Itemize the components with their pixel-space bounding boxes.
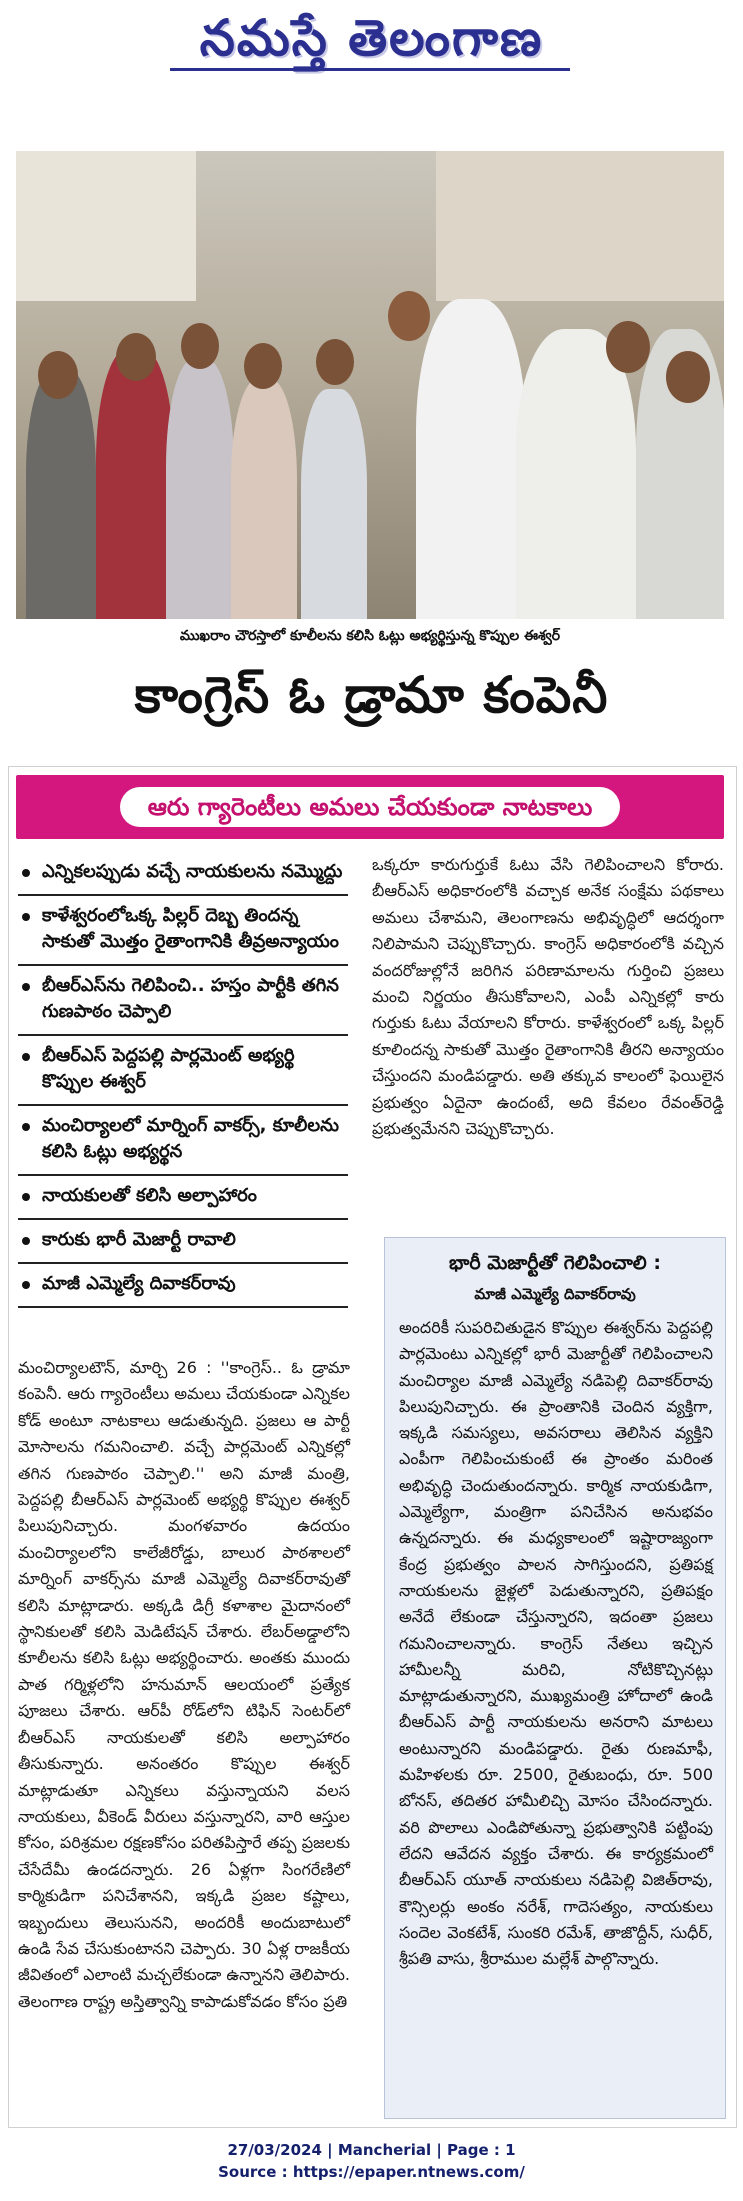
photo-head — [38, 351, 78, 399]
masthead-rule — [170, 68, 570, 71]
box-title: భారీ మెజార్టీతో గెలిపించాలి : — [449, 1252, 661, 1274]
footer-dateline: 27/03/2024 | Mancherial | Page : 1 — [227, 2141, 516, 2159]
photo-person — [231, 379, 297, 619]
highlight-item: బీఆర్ఎస్ పెద్దపల్లి పార్లమెంట్ అభ్యర్థి కొప్పుల ఈశ్వర్ — [18, 1036, 348, 1106]
masthead-title: నమస్తే తెలంగాణ — [199, 8, 544, 67]
photo-head — [388, 291, 430, 341]
box-byline: మాజీ ఎమ్మెల్యే దివాకర్‌రావు — [474, 1285, 636, 1303]
photo-head — [606, 321, 650, 373]
masthead — [0, 0, 743, 150]
article-body-right: ఒక్కరూ కారుగుర్తుకే ఓటు వేసి గెలిపించాలని కోరారు. బీఆర్ఎస్ అధికారంలోకి వచ్చాక అనేక సంక్షేమ పథకాలు అమలు చేశామని, తెలంగాణను అభివృద్ధిలో ఆదర్శంగా నిలిపామని చెప్పుకొచ్చారు. కాంగ్రెస్ అధికారంలోకి వచ్చిన వందరోజుల్లోనే జరిగిన పరిణామాలను గుర్తించి ప్రజలు మంచి నిర్ణయం తీసుకోవాలని, ఎంపీ ఎన్నికల్లో కారు గుర్తుకు ఓటు వేయాలని కోరారు. కాళేశ్వరంలో ఒక్క పిల్లర్ కూలిందన్న సాకుతో మొత్తం రైతాంగానికి తీరని అన్యాయం చేస్తుందని మండిపడ్డారు. అతి తక్కువ కాలంలో ఫెయిలైన ప్రభుత్వం ఏదైనా ఉందంటే, అది కేవలం రేవంత్‌రెడ్డి ప్రభుత్వమేనని చెప్పుకొచ్చారు. — [372, 855, 724, 1139]
news-photo — [16, 151, 724, 619]
highlight-item: ఎన్నికలప్పుడు వచ్చే నాయకులను నమ్మొద్దు — [18, 852, 348, 896]
photo-head — [116, 333, 156, 381]
photo-person — [516, 329, 636, 619]
photo-head — [244, 343, 282, 389]
photo-person — [96, 349, 174, 619]
box-body: అందరికీ సుపరిచితుడైన కొప్పుల ఈశ్వర్‌ను పెద్దపల్లి పార్లమెంటు ఎన్నికల్లో భారీ మెజార్టీతో గెలిపించాలని మంచిర్యాల మాజీ ఎమ్మెల్యే నడిపెల్లి దివాకర్‌రావు పిలుపునిచ్చారు. ఈ ప్రాంతానికి చెందిన వ్యక్తిగా, ఇక్కడి సమస్యలు, అవసరాలు తెలిసిన వ్యక్తిని ఎంపీగా గెలిపించుకుంటే ఈ ప్రాంతం మరింత అభివృద్ధి చెందుతుందన్నారు. కార్మిక నాయకుడిగా, ఎమ్మెల్యేగా, మంత్రిగా పనిచేసిన అనుభవం ఉన్నదన్నారు. ఈ మధ్యకాలంలో ఇష్టారాజ్యంగా కేంద్ర ప్రభుత్వం పాలన సాగిస్తుందని, ప్రతిపక్ష నాయకులను జైళ్లలో పెడుతున్నారని, ప్రతిపక్షం అనేదే లేకుండా చేస్తున్నారని, ఇదంతా ప్రజలు గమనించాలన్నారు. కాంగ్రెస్ నేతలు ఇచ్చిన హామీలన్నీ మరిచి, నోటికొచ్చినట్లు మాట్లాడుతున్నారని, ముఖ్యమంత్రి హోదాలో ఉండి బీఆర్ఎస్ పార్టీ నాయకులను అనరాని మాటలు అంటున్నారని మండిపడ్డారు. రైతు రుణమాఫీ, మహిళలకు రూ. 2500, రైతుబంధు, రూ. 500 బోనస్, తదితర హామీలిచ్చి మోసం చేసిందన్నారు. వరి పొలాలు ఎండిపోతున్నా ప్రభుత్వానికి పట్టింపు లేదని ఆవేదన వ్యక్తం చేశారు. ఈ కార్యక్రమంలో బీఆర్ఎస్ యూత్ నాయకులు నడిపెల్లి విజిత్‌రావు, కౌన్సిలర్లు అంకం నరేశ్, గాదెసత్యం, నాయకులు సందెల వెంకటేశ్, సుంకరి రమేశ్, తాజొద్దీన్, సుధీర్, శ్రీపతి వాసు, శ్రీరాముల మల్లేశ్ పాల్గొన్నారు. — [399, 1318, 713, 1969]
sidebar-box — [384, 1237, 726, 2119]
photo-building — [436, 151, 724, 301]
highlight-item: మంచిర్యాలలో మార్నింగ్ వాకర్స్, కూలీలను కలిసి ఓట్లు అభ్యర్థన — [18, 1106, 348, 1176]
footer — [0, 2139, 743, 2183]
highlight-item: మాజీ ఎమ్మెల్యే దివాకర్‌రావు — [18, 1264, 348, 1308]
subhead-band — [16, 775, 724, 839]
article-body-left: మంచిర్యాలటౌన్, మార్చి 26 : ''కాంగ్రెస్.. ఓ డ్రామా కంపెనీ. ఆరు గ్యారెంటీలు అమలు చేయకుండా ఎన్నికల కోడ్ అంటూ నాటకాలు ఆడుతున్నది. ప్రజలు ఆ పార్టీ మోసాలను గమనించాలి. వచ్చే పార్లమెంట్ ఎన్నికల్లో తగిన గుణపాఠం చెప్పాలి.'' అని మాజీ మంత్రి, పెద్దపల్లి బీఆర్ఎస్ పార్లమెంట్ అభ్యర్థి కొప్పుల ఈశ్వర్ పిలుపునిచ్చారు. మంగళవారం ఉదయం మంచిర్యాలలోని కాలేజీరోడ్డు, బాలుర పాఠశాలలో మార్నింగ్ వాకర్స్‌ను మాజీ ఎమ్మెల్యే దివాకర్‌రావుతో కలిసి మాట్లాడారు. అక్కడి డిగ్రీ కళాశాల మైదానంలో స్థానికులతో కలిసి మెడిటేషన్ చేశారు. లేబర్‌అడ్డాలోని కూలీలను కలిసి ఓట్లు అభ్యర్థించారు. అంతకు ముందు పాత గర్మిళ్లలోని హనుమాన్ ఆలయంలో ప్రత్యేక పూజలు చేశారు. ఆర్‌పీ రోడ్‌లోని టిఫిన్ సెంటర్‌లో బీఆర్ఎస్ నాయకులతో కలిసి అల్పాహారం తీసుకున్నారు. అనంతరం కొప్పుల ఈశ్వర్ మాట్లాడుతూ ఎన్నికలు వస్తున్నాయని వలస నాయకులు, వీకెండ్ వీరులు వస్తున్నారని, వారి ఆస్తుల కోసం, పరిశ్రమల రక్షణకోసం పరితపిస్తారే తప్ప ప్రజలకు చేసేదేమీ ఉండదన్నారు. 26 ఏళ్లగా సింగరేణిలో కార్మికుడిగా పనిచేశానని, ఇక్కడి ప్రజల కష్టాలు, ఇబ్బందులు తెలుసునని, అందరికీ అందుబాటులో ఉండి సేవ చేసుకుంటానని చెప్పారు. 30 ఏళ్ల రాజకీయ జీవితంలో ఎలాంటి మచ్చలేకుండా ఉన్నానని తెలిపారు. తెలంగాణ రాష్ట్ర అస్తిత్వాన్ని కాపాడుకోవడం కోసం ప్రతి — [18, 1358, 350, 2011]
photo-caption: ముఖరాం చౌరస్తాలో కూలీలను కలిసి ఓట్లు అభ్యర్థిస్తున్న కొప్పుల ఈశ్వర్ — [179, 628, 561, 644]
photo-head — [181, 323, 219, 369]
photo-person — [301, 389, 367, 619]
photo-person — [26, 369, 96, 619]
footer-source[interactable]: Source : https://epaper.ntnews.com/ — [218, 2163, 525, 2181]
highlight-item: కాళేశ్వరంలోఒక్క పిల్లర్ దెబ్బ తిందన్న సాకుతో మొత్తం రైతాంగానికి తీవ్రఅన్యాయం — [18, 896, 348, 966]
photo-person — [416, 299, 526, 619]
photo-head — [316, 339, 354, 385]
subhead: ఆరు గ్యారెంటీలు అమలు చేయకుండా నాటకాలు — [120, 787, 621, 827]
highlights-list — [18, 852, 348, 1308]
highlight-item: కారుకు భారీ మెజార్టీ రావాలి — [18, 1220, 348, 1264]
headline: కాంగ్రెస్ ఓ డ్రామా కంపెనీ — [134, 666, 609, 724]
photo-building — [16, 151, 196, 301]
photo-person — [166, 359, 234, 619]
highlight-item: బీఆర్ఎస్‌ను గెలిపించి.. హస్తం పార్టీకి తగిన గుణపాఠం చెప్పాలి — [18, 966, 348, 1036]
highlight-item: నాయకులతో కలిసి అల్పాహారం — [18, 1176, 348, 1220]
photo-head — [666, 351, 710, 403]
